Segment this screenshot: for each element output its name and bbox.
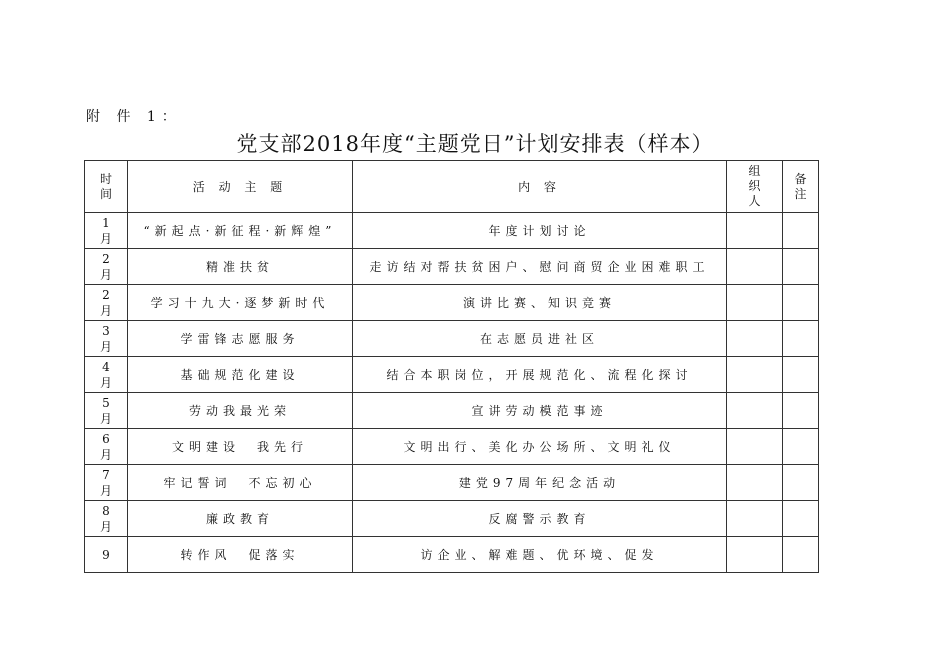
remark-cell xyxy=(783,321,819,357)
remark-cell xyxy=(783,501,819,537)
organizer-cell xyxy=(727,429,783,465)
table-row xyxy=(85,213,819,249)
organizer-cell xyxy=(727,393,783,429)
theme-cell: “新起点·新征程·新辉煌” xyxy=(128,213,353,249)
month-cell: 7 月 xyxy=(85,465,128,501)
theme-cell: 劳动我最光荣 xyxy=(128,393,353,429)
theme-cell: 牢记誓词 不忘初心 xyxy=(128,465,353,501)
table-row xyxy=(85,501,819,537)
organizer-cell xyxy=(727,537,783,573)
table-row xyxy=(85,537,819,573)
table-row xyxy=(85,429,819,465)
document-title: 党支部2018年度“主题党日”计划安排表（样本） xyxy=(236,132,714,156)
remark-cell xyxy=(783,429,819,465)
table-row xyxy=(85,321,819,357)
month-cell: 8 月 xyxy=(85,501,128,537)
remark-cell xyxy=(783,249,819,285)
organizer-cell xyxy=(727,321,783,357)
table-row xyxy=(85,285,819,321)
content-cell: 走访结对帮扶贫困户、慰问商贸企业困难职工 xyxy=(353,249,727,285)
month-cell: 2 月 xyxy=(85,285,128,321)
header-organizer: 组 织 人 xyxy=(727,161,783,213)
organizer-cell xyxy=(727,285,783,321)
header-content: 内 容 xyxy=(353,161,727,213)
remark-cell xyxy=(783,285,819,321)
content-cell: 在志愿员进社区 xyxy=(353,321,727,357)
theme-cell: 廉政教育 xyxy=(128,501,353,537)
content-cell: 宣讲劳动模范事迹 xyxy=(353,393,727,429)
remark-cell xyxy=(783,537,819,573)
organizer-cell xyxy=(727,501,783,537)
content-cell: 建党97周年纪念活动 xyxy=(353,465,727,501)
month-cell: 5 月 xyxy=(85,393,128,429)
header-time: 时 间 xyxy=(85,161,128,213)
content-cell: 反腐警示教育 xyxy=(353,501,727,537)
theme-cell: 文明建设 我先行 xyxy=(128,429,353,465)
table-row xyxy=(85,465,819,501)
theme-cell: 精准扶贫 xyxy=(128,249,353,285)
theme-cell: 基础规范化建设 xyxy=(128,357,353,393)
remark-cell xyxy=(783,357,819,393)
content-cell: 文明出行、美化办公场所、文明礼仪 xyxy=(353,429,727,465)
organizer-cell xyxy=(727,357,783,393)
organizer-cell xyxy=(727,213,783,249)
remark-cell xyxy=(783,393,819,429)
theme-cell: 学雷锋志愿服务 xyxy=(128,321,353,357)
content-cell: 访企业、解难题、优环境、促发 xyxy=(353,537,727,573)
plan-table xyxy=(84,160,819,573)
header-theme: 活 动 主 题 xyxy=(128,161,353,213)
content-cell: 演讲比赛、知识竞赛 xyxy=(353,285,727,321)
content-cell: 结合本职岗位，开展规范化、流程化探讨 xyxy=(353,357,727,393)
attachment-label: 附 件 1： xyxy=(86,109,182,125)
theme-cell: 学习十九大·逐梦新时代 xyxy=(128,285,353,321)
organizer-cell xyxy=(727,465,783,501)
theme-cell: 转作风 促落实 xyxy=(128,537,353,573)
table-row xyxy=(85,249,819,285)
month-cell: 3 月 xyxy=(85,321,128,357)
table-row xyxy=(85,393,819,429)
remark-cell xyxy=(783,465,819,501)
table-header-row xyxy=(85,161,819,213)
remark-cell xyxy=(783,213,819,249)
organizer-cell xyxy=(727,249,783,285)
month-cell: 6 月 xyxy=(85,429,128,465)
table-row xyxy=(85,357,819,393)
content-cell: 年度计划讨论 xyxy=(353,213,727,249)
month-cell: 1 月 xyxy=(85,213,128,249)
header-remark: 备 注 xyxy=(783,161,819,213)
month-cell: 2 月 xyxy=(85,249,128,285)
month-cell: 9 xyxy=(85,537,128,573)
month-cell: 4 月 xyxy=(85,357,128,393)
